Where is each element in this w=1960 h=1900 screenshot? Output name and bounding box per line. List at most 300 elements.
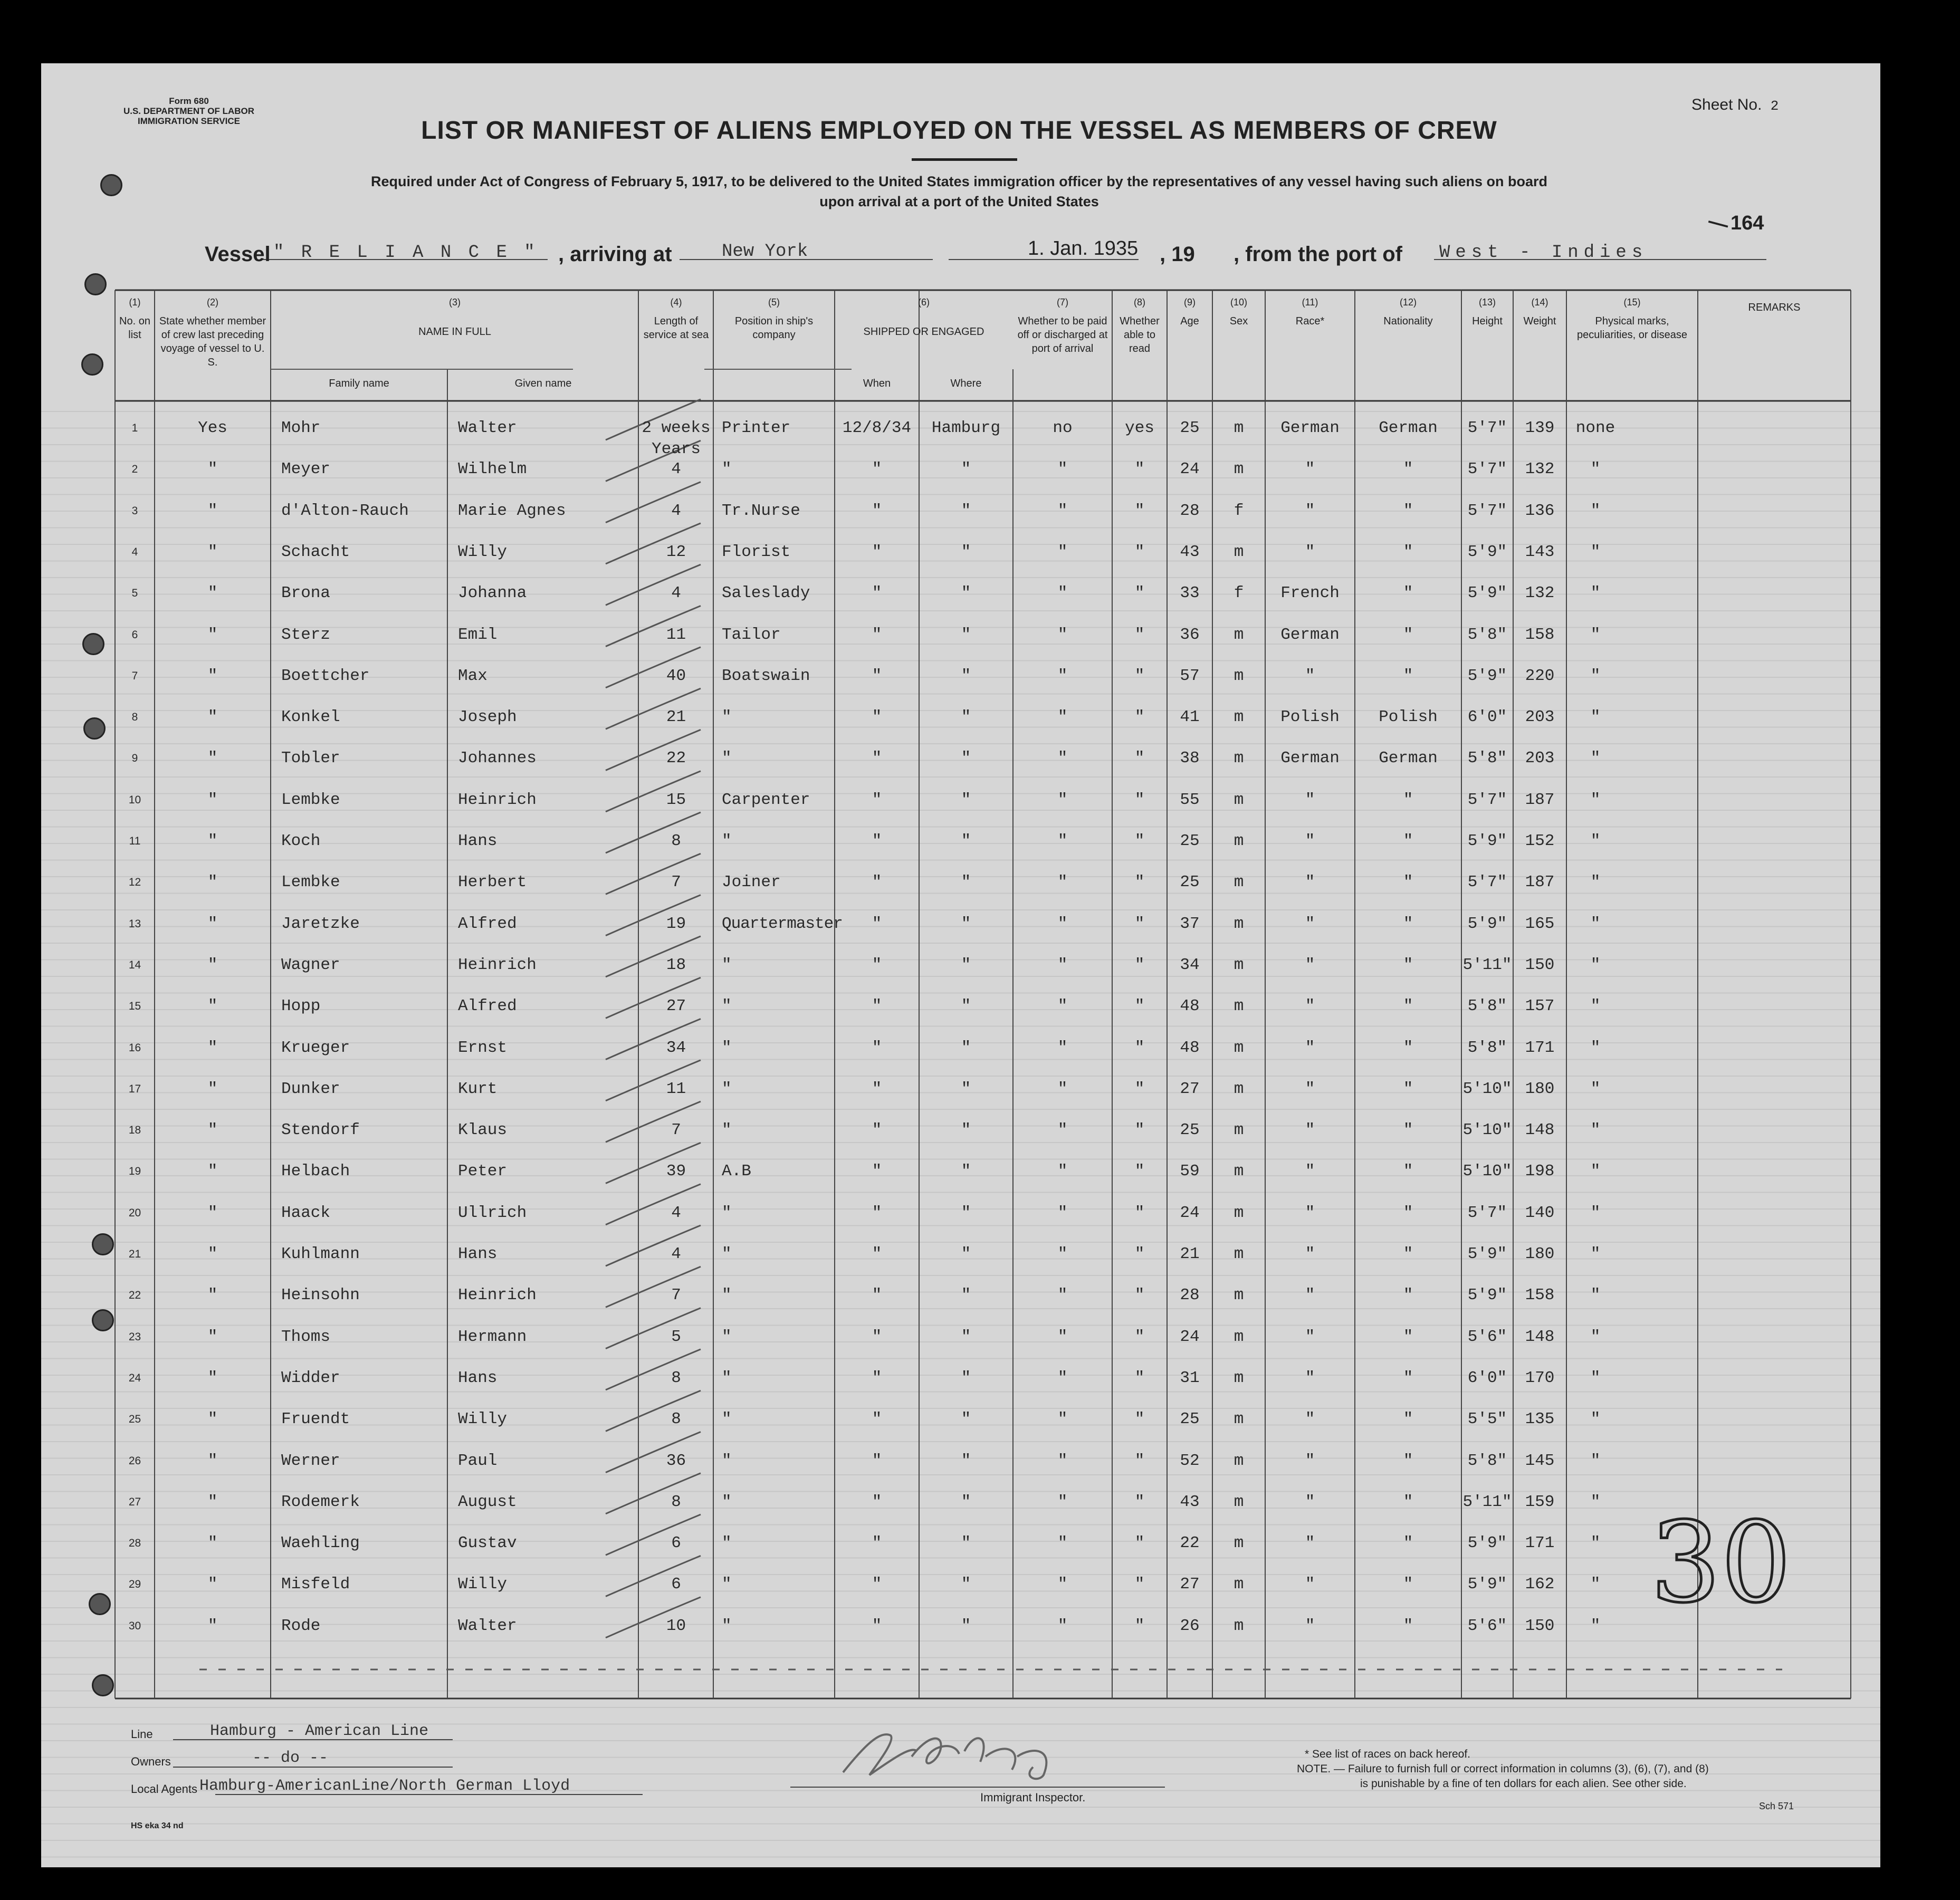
race-cell: " — [1305, 1327, 1315, 1346]
given-name-cell: Hans — [458, 832, 498, 850]
age-cell: 38 — [1180, 749, 1200, 768]
row-number: 10 — [128, 793, 141, 806]
service-length-cell: 7 — [671, 873, 681, 892]
physical-marks-cell: " — [1590, 666, 1601, 685]
family-name-cell: Meyer — [281, 460, 331, 479]
family-name-cell: Rodemerk — [281, 1492, 360, 1511]
shipped-where-cell: " — [961, 955, 971, 974]
physical-marks-cell: " — [1590, 460, 1601, 479]
service-length-cell: 11 — [666, 625, 686, 644]
family-name-cell: Waehling — [281, 1534, 360, 1553]
weight-cell: 187 — [1525, 790, 1555, 809]
given-name-cell: Willy — [458, 1575, 508, 1594]
position-cell: Saleslady — [722, 584, 810, 603]
column-header — [155, 295, 271, 369]
family-name-cell: Misfeld — [281, 1575, 350, 1594]
physical-marks-cell: " — [1590, 1079, 1601, 1098]
row-number: 8 — [131, 711, 138, 724]
height-cell: 5'8" — [1467, 625, 1507, 644]
position-cell: " — [722, 1203, 732, 1222]
arriving-port: New York — [722, 242, 808, 262]
owners-label: Owners — [131, 1755, 171, 1768]
physical-marks-cell: none — [1575, 419, 1615, 437]
family-name-cell: Boettcher — [281, 666, 370, 685]
able-to-read-cell: " — [1134, 1327, 1145, 1346]
weight-cell: 140 — [1525, 1203, 1555, 1222]
able-to-read-cell: " — [1134, 1079, 1145, 1098]
column-label: Height — [1472, 315, 1503, 327]
previous-voyage-cell: " — [207, 1245, 218, 1263]
shipped-when-cell: " — [872, 1616, 882, 1635]
sex-cell: m — [1234, 832, 1244, 850]
age-cell: 22 — [1180, 1534, 1200, 1553]
physical-marks-cell: " — [1590, 1038, 1601, 1057]
height-cell: 5'7" — [1467, 460, 1507, 479]
nationality-cell: " — [1403, 955, 1413, 974]
position-cell: Joiner — [722, 873, 781, 892]
paid-off-cell: " — [1057, 1121, 1068, 1140]
line-label: Line — [131, 1728, 153, 1741]
inspector-signature — [833, 1725, 1086, 1783]
column-header — [713, 295, 835, 342]
row-number: 14 — [128, 958, 141, 971]
family-name-cell: Werner — [281, 1451, 340, 1470]
given-name-cell: Alfred — [458, 914, 517, 933]
able-to-read-cell: " — [1134, 542, 1145, 561]
paid-off-cell: " — [1057, 1038, 1068, 1057]
service-length-cell: 8 — [671, 1368, 681, 1387]
sex-cell: m — [1234, 1492, 1244, 1511]
nationality-cell: " — [1403, 1038, 1413, 1057]
position-cell: A.B — [722, 1162, 751, 1181]
service-length-cell: 2 weeks — [642, 419, 711, 437]
shipped-when-cell: " — [872, 1121, 882, 1140]
paid-off-cell: " — [1057, 1368, 1068, 1387]
able-to-read-cell: yes — [1125, 419, 1154, 437]
weight-cell: 136 — [1525, 501, 1555, 520]
nationality-cell: " — [1403, 501, 1413, 520]
subtitle-line-1: Required under Act of Congress of February 5, 1917, to be delivered to the United States immigration officer by the representatives of any vessel having such aliens on board — [370, 174, 1548, 189]
row-number: 27 — [128, 1495, 141, 1508]
column-header — [271, 295, 639, 339]
position-cell: " — [722, 1368, 732, 1387]
column-subheader: Given name — [514, 378, 572, 389]
nationality-cell: " — [1403, 542, 1413, 561]
given-name-cell: Willy — [458, 1410, 508, 1429]
position-cell: " — [722, 708, 732, 727]
race-cell: " — [1305, 1534, 1315, 1553]
age-cell: 48 — [1180, 997, 1200, 1016]
race-cell: " — [1305, 666, 1315, 685]
paid-off-cell: " — [1057, 790, 1068, 809]
family-name-cell: Stendorf — [281, 1121, 360, 1140]
arriving-label: , arriving at — [558, 243, 672, 266]
previous-voyage-cell: " — [207, 1162, 218, 1181]
position-cell: Quartermaster — [722, 914, 843, 933]
service-length-cell: 15 — [666, 790, 686, 809]
row-number: 18 — [128, 1124, 141, 1137]
service-length-cell: 7 — [671, 1121, 681, 1140]
given-name-cell: Kurt — [458, 1079, 498, 1098]
column-number: (14) — [1531, 297, 1548, 308]
shipped-when-cell: " — [872, 1038, 882, 1057]
family-name-cell: Fruendt — [281, 1410, 350, 1429]
position-cell: " — [722, 1121, 732, 1140]
column-label: Race* — [1295, 315, 1325, 327]
given-name-cell: Walter — [458, 419, 517, 437]
row-number: 2 — [131, 463, 138, 476]
able-to-read-cell: " — [1134, 749, 1145, 768]
service-length-cell: 4 — [671, 460, 681, 479]
paid-off-cell: " — [1057, 1245, 1068, 1263]
nationality-cell: " — [1403, 997, 1413, 1016]
shipped-where-cell: " — [961, 625, 971, 644]
family-name-cell: Dunker — [281, 1079, 340, 1098]
weight-cell: 165 — [1525, 914, 1555, 933]
punch-hole — [84, 273, 107, 295]
previous-voyage-cell: " — [207, 1038, 218, 1057]
previous-voyage-cell: " — [207, 1410, 218, 1429]
physical-marks-cell: " — [1590, 584, 1601, 603]
paid-off-cell: " — [1057, 1410, 1068, 1429]
shipped-where-cell: " — [961, 1162, 971, 1181]
race-cell: " — [1305, 997, 1315, 1016]
previous-voyage-cell: " — [207, 501, 218, 520]
previous-voyage-cell: " — [207, 1534, 218, 1553]
weight-cell: 143 — [1525, 542, 1555, 561]
paid-off-cell: " — [1057, 1534, 1068, 1553]
height-cell: 5'9" — [1467, 832, 1507, 850]
physical-marks-cell: " — [1590, 1492, 1601, 1511]
given-name-cell: Walter — [458, 1616, 517, 1635]
service-length-cell: 11 — [666, 1079, 686, 1098]
previous-voyage-cell: " — [207, 542, 218, 561]
shipped-when-cell: " — [872, 1079, 882, 1098]
previous-voyage-cell: " — [207, 1575, 218, 1594]
punch-hole — [81, 353, 103, 376]
previous-voyage-cell: " — [207, 832, 218, 850]
column-number: (7) — [1057, 297, 1068, 308]
position-cell: Carpenter — [722, 790, 810, 809]
race-cell: " — [1305, 1616, 1315, 1635]
from-port-label: , from the port of — [1234, 243, 1402, 266]
previous-voyage-cell: " — [207, 955, 218, 974]
race-cell: " — [1305, 1575, 1315, 1594]
sex-cell: m — [1234, 1286, 1244, 1305]
column-header — [1566, 295, 1698, 342]
physical-marks-cell: " — [1590, 625, 1601, 644]
physical-marks-cell: " — [1590, 790, 1601, 809]
height-cell: 5'6" — [1467, 1327, 1507, 1346]
service-length-cell: 8 — [671, 832, 681, 850]
race-cell: " — [1305, 1079, 1315, 1098]
row-number: 6 — [131, 628, 138, 641]
age-cell: 25 — [1180, 419, 1200, 437]
position-cell: " — [722, 1575, 732, 1594]
column-label: Position in ship's company — [734, 315, 814, 341]
column-number: (8) — [1134, 297, 1145, 308]
age-cell: 26 — [1180, 1616, 1200, 1635]
physical-marks-cell: " — [1590, 997, 1601, 1016]
weight-cell: 139 — [1525, 419, 1555, 437]
physical-marks-cell: " — [1590, 1575, 1601, 1594]
height-cell: 5'7" — [1467, 501, 1507, 520]
row-number: 24 — [128, 1371, 141, 1384]
height-cell: 6'0" — [1467, 1368, 1507, 1387]
service-length-cell: 8 — [671, 1410, 681, 1429]
row-number: 29 — [128, 1578, 141, 1591]
shipped-when-cell: " — [872, 1575, 882, 1594]
race-cell: Polish — [1280, 708, 1340, 727]
race-cell: " — [1305, 790, 1315, 809]
column-number: (4) — [670, 297, 682, 308]
weight-cell: 180 — [1525, 1079, 1555, 1098]
shipped-where-cell: " — [961, 1451, 971, 1470]
height-cell: 5'9" — [1467, 1534, 1507, 1553]
column-header — [835, 295, 1013, 339]
row-number: 7 — [131, 669, 138, 682]
service-length-cell: 5 — [671, 1327, 681, 1346]
previous-voyage-cell: " — [207, 625, 218, 644]
height-cell: 5'9" — [1467, 914, 1507, 933]
row-number: 3 — [131, 504, 138, 517]
position-cell: " — [722, 1038, 732, 1057]
service-length-cell: 4 — [671, 501, 681, 520]
column-header — [1112, 295, 1167, 356]
position-cell: " — [722, 832, 732, 850]
nationality-cell: " — [1403, 873, 1413, 892]
nationality-cell: " — [1403, 625, 1413, 644]
height-cell: 5'7" — [1467, 1203, 1507, 1222]
height-cell: 5'8" — [1467, 1451, 1507, 1470]
shipped-when-cell: " — [872, 749, 882, 768]
height-cell: 5'8" — [1467, 1038, 1507, 1057]
height-cell: 5'9" — [1467, 1286, 1507, 1305]
fine-note-1: NOTE. — Failure to furnish full or correct information in columns (3), (6), (7), and (8) — [1297, 1763, 1709, 1775]
shipped-when-cell: " — [872, 873, 882, 892]
sex-cell: m — [1234, 419, 1244, 437]
race-cell: German — [1280, 419, 1340, 437]
family-name-cell: Hopp — [281, 997, 321, 1016]
sex-cell: m — [1234, 1534, 1244, 1553]
nationality-cell: " — [1403, 1534, 1413, 1553]
race-cell: " — [1305, 1492, 1315, 1511]
service-length-cell: 12 — [666, 542, 686, 561]
previous-voyage-cell: " — [207, 708, 218, 727]
column-label: No. on list — [119, 315, 150, 341]
nationality-cell: " — [1403, 1575, 1413, 1594]
position-cell: " — [722, 1492, 732, 1511]
paid-off-cell: " — [1057, 1162, 1068, 1181]
paid-off-cell: " — [1057, 666, 1068, 685]
sheet-number-value: 2 — [1770, 98, 1779, 114]
age-cell: 21 — [1180, 1245, 1200, 1263]
age-cell: 25 — [1180, 1410, 1200, 1429]
race-cell: " — [1305, 1203, 1315, 1222]
shipped-where-cell: " — [961, 1534, 971, 1553]
shipped-when-cell: " — [872, 584, 882, 603]
column-number: (2) — [207, 297, 218, 308]
document-title: LIST OR MANIFEST OF ALIENS EMPLOYED ON THE VESSEL AS MEMBERS OF CREW — [421, 117, 1497, 145]
shipped-where-cell: " — [961, 1368, 971, 1387]
weight-cell: 203 — [1525, 708, 1555, 727]
shipped-where-cell: " — [961, 1245, 971, 1263]
column-label: Sex — [1229, 315, 1248, 327]
sex-cell: m — [1234, 542, 1244, 561]
sex-cell: m — [1234, 914, 1244, 933]
nationality-cell: " — [1403, 914, 1413, 933]
weight-cell: 171 — [1525, 1038, 1555, 1057]
row-number: 17 — [128, 1082, 141, 1095]
row-number: 4 — [131, 545, 138, 558]
paid-off-cell: " — [1057, 1079, 1068, 1098]
family-name-cell: Helbach — [281, 1162, 350, 1181]
able-to-read-cell: " — [1134, 914, 1145, 933]
paid-off-cell: " — [1057, 1203, 1068, 1222]
physical-marks-cell: " — [1590, 873, 1601, 892]
physical-marks-cell: " — [1590, 1410, 1601, 1429]
column-number: (6) — [918, 297, 930, 308]
previous-voyage-cell: " — [207, 790, 218, 809]
shipped-where-cell: " — [961, 708, 971, 727]
nationality-cell: " — [1403, 1286, 1413, 1305]
height-cell: 5'9" — [1467, 1575, 1507, 1594]
row-number: 5 — [131, 587, 138, 600]
row-number: 22 — [128, 1289, 141, 1302]
service-length-cell: 27 — [666, 997, 686, 1016]
nationality-cell: German — [1379, 749, 1438, 768]
age-cell: 27 — [1180, 1575, 1200, 1594]
shipped-where-cell: " — [961, 1038, 971, 1057]
given-name-cell: Max — [458, 666, 487, 685]
sex-cell: m — [1234, 1038, 1244, 1057]
from-port: West - Indies — [1439, 243, 1648, 263]
given-name-cell: Johannes — [458, 749, 537, 768]
shipped-where-cell: " — [961, 460, 971, 479]
age-cell: 37 — [1180, 914, 1200, 933]
punch-hole — [92, 1674, 114, 1696]
family-name-cell: Lembke — [281, 790, 340, 809]
shipped-where-cell: Hamburg — [931, 419, 1001, 437]
age-cell: 57 — [1180, 666, 1200, 685]
weight-cell: 132 — [1525, 460, 1555, 479]
previous-voyage-cell: " — [207, 1616, 218, 1635]
sex-cell: m — [1234, 997, 1244, 1016]
service-length-cell: 4 — [671, 1245, 681, 1263]
shipped-where-cell: " — [961, 1079, 971, 1098]
shipped-where-cell: " — [961, 1327, 971, 1346]
print-code: HS eka 34 nd — [131, 1821, 184, 1830]
tally-mark — [1645, 1498, 1792, 1627]
physical-marks-cell: " — [1590, 1616, 1601, 1635]
physical-marks-cell: " — [1590, 1162, 1601, 1181]
column-label: Whether to be paid off or discharged at port of arrival — [1017, 315, 1108, 354]
line-value: Hamburg - American Line — [210, 1722, 429, 1740]
column-header — [1698, 295, 1851, 314]
physical-marks-cell: " — [1590, 708, 1601, 727]
weight-cell: 158 — [1525, 1286, 1555, 1305]
race-cell: " — [1305, 1038, 1315, 1057]
column-label: NAME IN FULL — [418, 326, 491, 338]
shipped-when-cell: " — [872, 1492, 882, 1511]
immigrant-inspector-label: Immigrant Inspector. — [980, 1791, 1086, 1804]
nationality-cell: " — [1403, 790, 1413, 809]
family-name-cell: Wagner — [281, 955, 340, 974]
race-cell: " — [1305, 1410, 1315, 1429]
paid-off-cell: " — [1057, 460, 1068, 479]
position-cell: " — [722, 460, 732, 479]
punch-hole — [100, 174, 122, 196]
owners-value: -- do -- — [252, 1749, 329, 1767]
race-cell: " — [1305, 1162, 1315, 1181]
shipped-where-cell: " — [961, 1575, 971, 1594]
previous-voyage-cell: " — [207, 997, 218, 1016]
able-to-read-cell: " — [1134, 832, 1145, 850]
previous-voyage-cell: " — [207, 873, 218, 892]
height-cell: 5'6" — [1467, 1616, 1507, 1635]
race-cell: " — [1305, 1121, 1315, 1140]
service-length-cell: 18 — [666, 955, 686, 974]
given-name-cell: Marie Agnes — [458, 501, 566, 520]
able-to-read-cell: " — [1134, 1286, 1145, 1305]
nationality-cell: " — [1403, 1245, 1413, 1263]
height-cell: 5'11" — [1462, 955, 1512, 974]
family-name-cell: Thoms — [281, 1327, 331, 1346]
sex-cell: m — [1234, 460, 1244, 479]
position-cell: " — [722, 1451, 732, 1470]
sex-cell: m — [1234, 1616, 1244, 1635]
height-cell: 5'5" — [1467, 1410, 1507, 1429]
height-cell: 5'7" — [1467, 873, 1507, 892]
given-name-cell: Gustav — [458, 1534, 517, 1553]
age-cell: 24 — [1180, 1203, 1200, 1222]
column-header — [115, 295, 155, 342]
position-cell: Tr.Nurse — [722, 501, 800, 520]
race-cell: " — [1305, 460, 1315, 479]
age-cell: 25 — [1180, 832, 1200, 850]
column-header — [639, 295, 713, 342]
family-name-cell: Brona — [281, 584, 331, 603]
shipped-when-cell: " — [872, 997, 882, 1016]
position-cell: " — [722, 997, 732, 1016]
shipped-when-cell: " — [872, 955, 882, 974]
race-cell: " — [1305, 1286, 1315, 1305]
paid-off-cell: " — [1057, 1575, 1068, 1594]
column-subheader: Where — [950, 378, 982, 389]
age-cell: 27 — [1180, 1079, 1200, 1098]
able-to-read-cell: " — [1134, 1038, 1145, 1057]
age-cell: 59 — [1180, 1162, 1200, 1181]
nationality-cell: " — [1403, 1121, 1413, 1140]
row-number: 16 — [128, 1041, 141, 1054]
sex-cell: m — [1234, 1121, 1244, 1140]
weight-cell: 157 — [1525, 997, 1555, 1016]
column-header — [1167, 295, 1212, 328]
family-name-cell: Konkel — [281, 708, 340, 727]
given-name-cell: Hermann — [458, 1327, 527, 1346]
weight-cell: 148 — [1525, 1121, 1555, 1140]
given-name-cell: Paul — [458, 1451, 498, 1470]
row-number: 1 — [131, 422, 138, 434]
position-cell: " — [722, 749, 732, 768]
weight-cell: 198 — [1525, 1162, 1555, 1181]
previous-voyage-cell: " — [207, 1079, 218, 1098]
service-length-cell: 6 — [671, 1575, 681, 1594]
position-cell: " — [722, 1327, 732, 1346]
age-cell: 34 — [1180, 955, 1200, 974]
physical-marks-cell: " — [1590, 1327, 1601, 1346]
given-name-cell: Klaus — [458, 1121, 508, 1140]
